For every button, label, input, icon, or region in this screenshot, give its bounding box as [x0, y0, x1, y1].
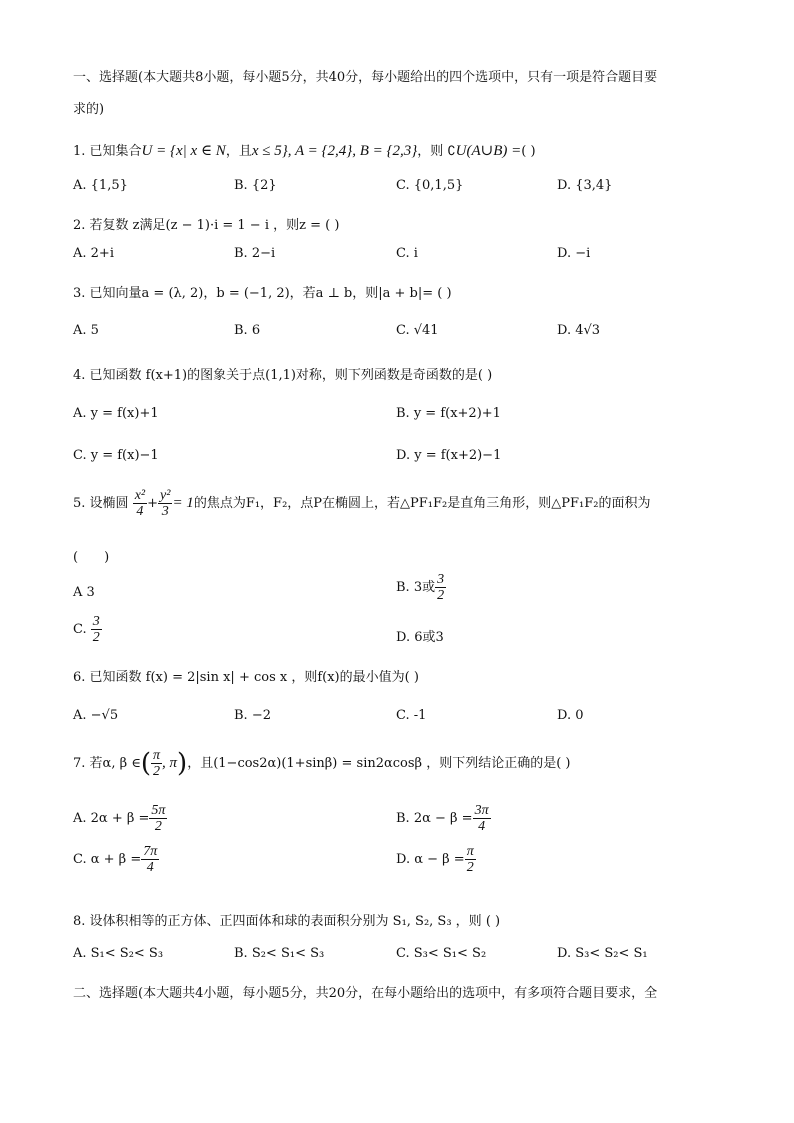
question-2-option-d: D. −i	[557, 246, 591, 261]
fraction: $\frac{3}{2}$	[437, 572, 445, 603]
question-2-option-a: A. 2+i	[73, 246, 114, 261]
question-8-option-a: A. S₁< S₂< S₃	[73, 946, 164, 961]
fraction: $\frac{7\pi}{4}$	[143, 844, 158, 875]
question-5-option-d: D. 6或3	[396, 630, 444, 645]
question-6-stem: 6. 已知函数 f(x) = 2|sin x| + cos x ，则f(x)的最小值为( )	[73, 670, 419, 685]
question-8-option-d: D. S₃< S₂< S₁	[557, 946, 648, 961]
section-heading-1-cont: 求的)	[73, 102, 105, 117]
question-5-blank: ( )	[73, 550, 110, 565]
question-4-option-b: B. y = f(x+2)+1	[396, 406, 501, 421]
question-7-option-c: C. α + β = $\frac{7\pi}{4}$	[73, 844, 158, 875]
question-3-stem: 3. 已知向量a = (λ, 2)，b = (−1, 2)，若a ⊥ b，则|a + b|= ( )	[73, 286, 452, 301]
question-1-option-c: C. {0,1,5}	[396, 178, 464, 193]
question-3-option-b: B. 6	[234, 323, 261, 338]
fraction: $\frac{\pi}{2}$	[466, 844, 474, 875]
question-2-stem: 2. 若复数 z满足(z − 1)·i = 1 − i ，则z = ( )	[73, 218, 340, 233]
question-8-option-c: C. S₃< S₁< S₂	[396, 946, 487, 961]
fraction: $\frac{\text{x²}}{4}$	[134, 488, 146, 519]
question-5-option-a: A 3	[73, 585, 95, 600]
question-2-option-c: C. i	[396, 246, 418, 261]
fraction: $\frac{5\pi}{2}$	[151, 803, 166, 834]
question-6-option-c: C. -1	[396, 708, 427, 723]
question-1-option-b: B. {2}	[234, 178, 277, 193]
question-7-option-b: B. 2α − β = $\frac{3\pi}{4}$	[396, 803, 489, 834]
question-4-stem: 4. 已知函数 f(x+1)的图象关于点(1,1)对称，则下列函数是奇函数的是( )	[73, 368, 493, 383]
question-4-option-c: C. y = f(x)−1	[73, 448, 159, 463]
question-7-option-d: D. α − β = $\frac{\pi}{2}$	[396, 844, 474, 875]
question-4-option-d: D. y = f(x+2)−1	[396, 448, 502, 463]
question-1-option-a: A. {1,5}	[73, 178, 128, 193]
question-1-option-d: D. {3,4}	[557, 178, 613, 193]
question-6-option-d: D. 0	[557, 708, 584, 723]
question-4-option-a: A. y = f(x)+1	[73, 406, 159, 421]
question-3-option-d: D. 4√3	[557, 323, 601, 338]
question-6-option-b: B. −2	[234, 708, 271, 723]
question-3-option-c: C. √41	[396, 323, 439, 338]
question-1-stem: 1. 已知集合U = {x| x ∈ N，且x ≤ 5}, A = {2,4}, B = {2,3}，则 ∁U(A∪B) =( )	[73, 143, 536, 159]
question-8-option-b: B. S₂< S₁< S₃	[234, 946, 325, 961]
fraction: $\frac{3\pi}{4}$	[474, 803, 489, 834]
question-6-option-a: A. −√5	[73, 708, 119, 723]
question-5-stem: 5. 设椭圆 $\frac{\text{x²}}{4}$ + $\frac{\text{y²}}{3}$ = 1的焦点为F₁，F₂，点P在椭圆上，若△PF₁F₂是直角三角形，则△PF₁F₂的面积为	[73, 488, 651, 519]
question-2-option-b: B. 2−i	[234, 246, 276, 261]
question-8-stem: 8. 设体积相等的正方体、正四面体和球的表面积分别为 S₁, S₂, S₃ ，则 ( )	[73, 914, 501, 929]
question-3-option-a: A. 5	[73, 323, 99, 338]
question-5-option-c: C. $\frac{3}{2}$	[73, 614, 100, 645]
section-heading-1: 一、选择题(本大题共8小题，每小题5分，共40分，每小题给出的四个选项中，只有一项是符合题目要	[73, 70, 658, 85]
fraction: $\frac{\text{y²}}{3}$	[160, 488, 171, 519]
question-5-option-b: B. 3或 $\frac{3}{2}$	[396, 572, 445, 603]
question-7-option-a: A. 2α + β = $\frac{5\pi}{2}$	[73, 803, 166, 834]
section-heading-2: 二、选择题(本大题共4小题，每小题5分，共20分，在每小题给出的选项中，有多项符合题目要求，全	[73, 986, 658, 1001]
fraction: $\frac{\pi}{2}$	[153, 748, 161, 779]
fraction: $\frac{3}{2}$	[92, 614, 100, 645]
question-7-stem: 7. 若α, β ∈( $\frac{\pi}{2}$ , π)，且(1−cos2α)(1+sinβ) = sin2αcosβ ，则下列结论正确的是( )	[73, 748, 571, 779]
